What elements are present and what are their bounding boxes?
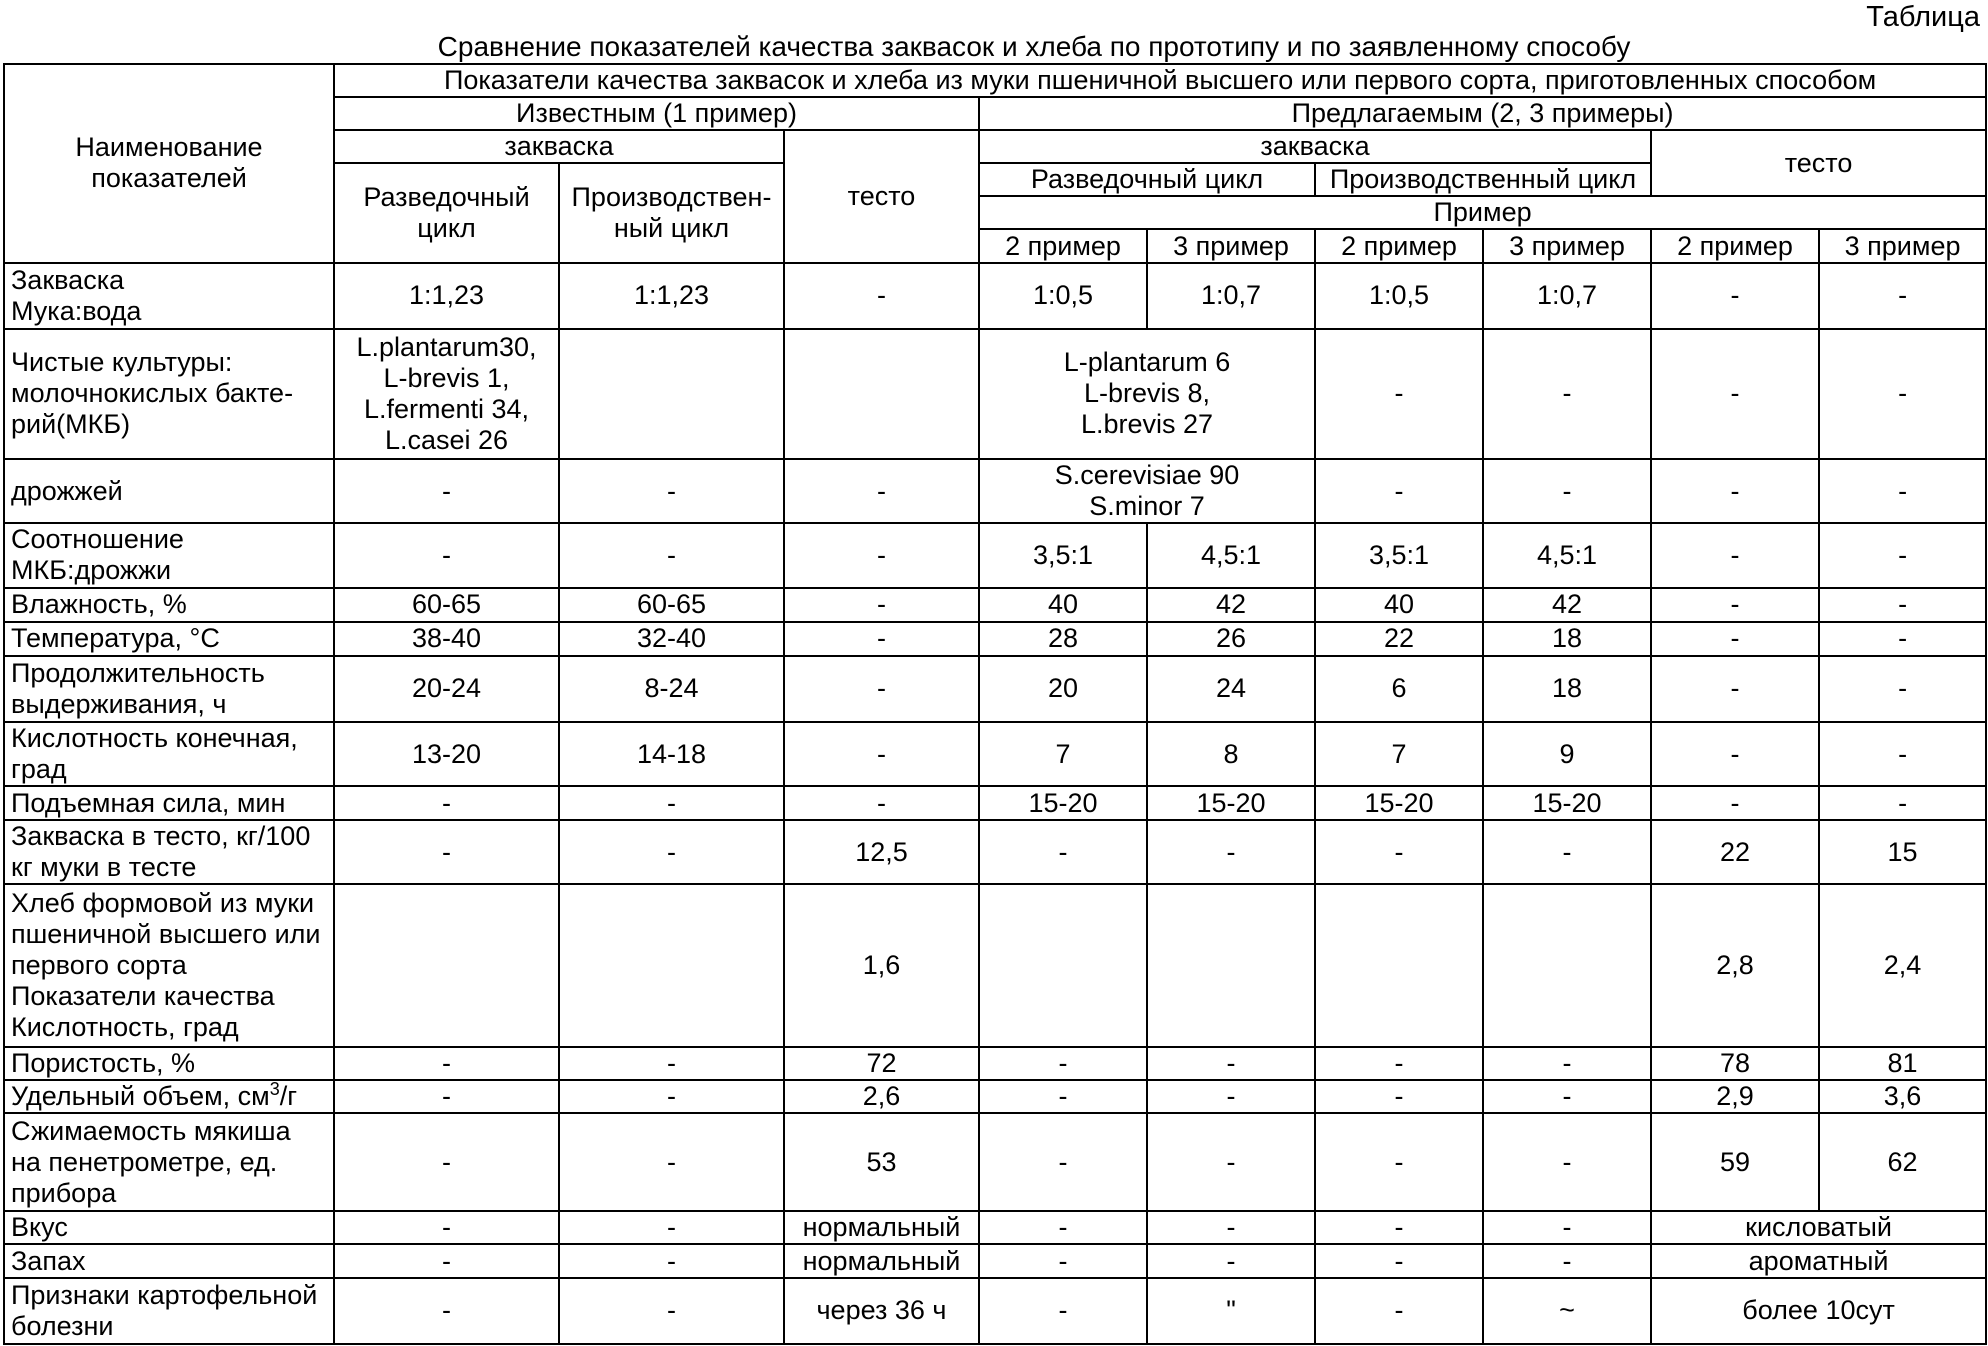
header-example: 2 пример	[1315, 229, 1483, 262]
cell: -	[1483, 1113, 1651, 1211]
cell: -	[334, 459, 559, 523]
row-name: Подъемная сила, мин	[4, 786, 334, 820]
cell: -	[1315, 1244, 1483, 1277]
cell: -	[334, 1080, 559, 1113]
header-proizv-known: Производствен- ный цикл	[559, 163, 784, 262]
row-name: Влажность, %	[4, 588, 334, 622]
cell: 15-20	[1483, 786, 1651, 820]
cell: -	[784, 786, 979, 820]
cell: 1,6	[784, 884, 979, 1047]
cell: -	[784, 722, 979, 786]
table-row	[4, 588, 1986, 622]
cell: 26	[1147, 622, 1315, 656]
row-name: Пористость, %	[4, 1047, 334, 1080]
cell: 81	[1819, 1047, 1986, 1080]
table-row	[4, 459, 1986, 523]
cell: -	[559, 1080, 784, 1113]
cell: -	[1315, 1113, 1483, 1211]
cell: 40	[1315, 588, 1483, 622]
cell: 4,5:1	[1483, 523, 1651, 587]
cell: 8-24	[559, 656, 784, 722]
cell: -	[559, 1113, 784, 1211]
cell: -	[1651, 523, 1819, 587]
cell: -	[559, 459, 784, 523]
cell: нормальный	[784, 1211, 979, 1244]
cell	[334, 884, 559, 1047]
row-name: Продолжительность выдерживания, ч	[4, 656, 334, 722]
header-example: 3 пример	[1147, 229, 1315, 262]
cell: 18	[1483, 656, 1651, 722]
cell: 53	[784, 1113, 979, 1211]
row-name: Соотношение МКБ:дрожжи	[4, 523, 334, 587]
cell: 78	[1651, 1047, 1819, 1080]
cell: -	[1819, 786, 1986, 820]
header-proposed: Предлагаемым (2, 3 примеры)	[979, 97, 1986, 130]
cell: -	[1651, 263, 1819, 329]
cell: 15-20	[1147, 786, 1315, 820]
cell: -	[1147, 1211, 1315, 1244]
cell: -	[334, 1278, 559, 1344]
header-example: 3 пример	[1483, 229, 1651, 262]
cell: -	[1315, 1211, 1483, 1244]
header-razv-known: Разведочный цикл	[334, 163, 559, 262]
cell: 8	[1147, 722, 1315, 786]
cell: -	[334, 786, 559, 820]
cell: -	[334, 820, 559, 884]
cell: S.cerevisiae 90 S.minor 7	[979, 459, 1315, 523]
table-row	[4, 329, 1986, 459]
cell	[559, 884, 784, 1047]
table-row	[4, 1244, 1986, 1277]
cell: 62	[1819, 1113, 1986, 1211]
cell: 38-40	[334, 622, 559, 656]
cell: -	[1147, 1113, 1315, 1211]
cell: -	[559, 786, 784, 820]
cell: -	[979, 1211, 1147, 1244]
cell: -	[1483, 820, 1651, 884]
cell: 60-65	[559, 588, 784, 622]
cell: 40	[979, 588, 1147, 622]
cell: нормальный	[784, 1244, 979, 1277]
cell: -	[979, 1047, 1147, 1080]
cell: через 36 ч	[784, 1278, 979, 1344]
row-name: Закваска Мука:вода	[4, 263, 334, 329]
cell: -	[334, 1047, 559, 1080]
cell: 1:0,7	[1147, 263, 1315, 329]
cell: -	[784, 622, 979, 656]
row-name: дрожжей	[4, 459, 334, 523]
cell: 60-65	[334, 588, 559, 622]
cell: 1:1,23	[559, 263, 784, 329]
cell: -	[334, 1244, 559, 1277]
cell: ароматный	[1651, 1244, 1986, 1277]
cell: 9	[1483, 722, 1651, 786]
header-example: 2 пример	[1651, 229, 1819, 262]
cell: -	[784, 263, 979, 329]
row-name: Чистые культуры: молочнокислых бакте- рий(МКБ)	[4, 329, 334, 459]
cell: 12,5	[784, 820, 979, 884]
table-row	[4, 786, 1986, 820]
cell: 28	[979, 622, 1147, 656]
cell: L-plantarum 6 L-brevis 8, L.brevis 27	[979, 329, 1315, 459]
cell: -	[1819, 656, 1986, 722]
cell: -	[1315, 459, 1483, 523]
header-testo-known: тесто	[784, 130, 979, 262]
cell: -	[1483, 329, 1651, 459]
row-name: Вкус	[4, 1211, 334, 1244]
table-row	[4, 656, 1986, 722]
cell: -	[1315, 329, 1483, 459]
cell: 3,5:1	[1315, 523, 1483, 587]
row-name: Температура, °С	[4, 622, 334, 656]
cell: 20	[979, 656, 1147, 722]
row-name	[4, 1080, 334, 1113]
cell: 59	[1651, 1113, 1819, 1211]
cell: -	[559, 523, 784, 587]
table-row	[4, 1278, 1986, 1344]
cell: 3,5:1	[979, 523, 1147, 587]
table-row	[4, 1047, 1986, 1080]
row-name: Кислотность конечная, град	[4, 722, 334, 786]
cell: 13-20	[334, 722, 559, 786]
cell	[559, 329, 784, 459]
cell: -	[334, 1113, 559, 1211]
cell: -	[559, 1244, 784, 1277]
table-row	[4, 1211, 1986, 1244]
cell: -	[784, 523, 979, 587]
cell: -	[1819, 523, 1986, 587]
table-row	[4, 820, 1986, 884]
cell: 2,6	[784, 1080, 979, 1113]
table-row	[4, 1080, 1986, 1113]
row-name: Признаки картофельной болезни	[4, 1278, 334, 1344]
cell: -	[1651, 329, 1819, 459]
table-title: Сравнение показателей качества заквасок и хлеба по прототипу и по заявленному способу	[437, 31, 1631, 62]
cell: -	[1651, 622, 1819, 656]
cell: -	[1147, 1047, 1315, 1080]
cell: L.plantarum30, L-brevis 1, L.fermenti 34, L.casei 26	[334, 329, 559, 459]
cell: 3,6	[1819, 1080, 1986, 1113]
cell: 20-24	[334, 656, 559, 722]
cell: -	[1819, 722, 1986, 786]
comparison-table	[3, 63, 1987, 1345]
cell: 14-18	[559, 722, 784, 786]
cell: -	[1651, 656, 1819, 722]
cell: -	[1651, 459, 1819, 523]
cell: 6	[1315, 656, 1483, 722]
cell: -	[979, 1080, 1147, 1113]
cell: -	[1651, 786, 1819, 820]
cell: 22	[1315, 622, 1483, 656]
cell: 7	[1315, 722, 1483, 786]
cell: 15-20	[1315, 786, 1483, 820]
cell	[979, 884, 1147, 1047]
cell: -	[1147, 820, 1315, 884]
row-name: Хлеб формовой из муки пшеничной высшего или первого сорта Показатели качества Кислотность, град	[4, 884, 334, 1047]
row-name-unit: /г	[279, 1081, 298, 1112]
header-primer: Пример	[979, 196, 1986, 229]
cell: -	[1819, 622, 1986, 656]
header-testo-proposed: тесто	[1651, 130, 1986, 196]
cell: -	[1483, 459, 1651, 523]
cell: -	[334, 523, 559, 587]
table-row	[4, 884, 1986, 1047]
cell: -	[784, 588, 979, 622]
cell: -	[559, 1211, 784, 1244]
cell: -	[784, 656, 979, 722]
cell	[1315, 884, 1483, 1047]
table-row	[4, 263, 1986, 329]
table-label: Таблица	[1866, 1, 1980, 33]
table-row	[4, 722, 1986, 786]
header-name-col: Наименование показателей	[4, 64, 334, 263]
header-known: Известным (1 пример)	[334, 97, 979, 130]
row-name: Закваска в тесто, кг/100 кг муки в тесте	[4, 820, 334, 884]
row-name-text: Удельный объем, см	[11, 1081, 270, 1112]
cell: 7	[979, 722, 1147, 786]
cell: 1:1,23	[334, 263, 559, 329]
cell: -	[1315, 1278, 1483, 1344]
cell: более 10сут	[1651, 1278, 1986, 1344]
cell: 1:0,5	[1315, 263, 1483, 329]
cell: 24	[1147, 656, 1315, 722]
cell	[784, 329, 979, 459]
cell: -	[559, 820, 784, 884]
cell: -	[334, 1211, 559, 1244]
cell: -	[1819, 329, 1986, 459]
cell: 32-40	[559, 622, 784, 656]
cell: -	[1147, 1080, 1315, 1113]
table-row	[4, 1113, 1986, 1211]
cell: -	[784, 459, 979, 523]
cell: 22	[1651, 820, 1819, 884]
header-span-all: Показатели качества заквасок и хлеба из муки пшеничной высшего или первого сорта, приготовленных способом	[334, 64, 1986, 97]
header-zakvaska-proposed: закваска	[979, 130, 1651, 163]
cell: -	[1819, 263, 1986, 329]
table-row	[4, 622, 1986, 656]
header-example: 2 пример	[979, 229, 1147, 262]
header-zakvaska-known: закваска	[334, 130, 784, 163]
cell: 15-20	[979, 786, 1147, 820]
header-example: 3 пример	[1819, 229, 1986, 262]
cell: "	[1147, 1278, 1315, 1344]
cell: 42	[1147, 588, 1315, 622]
cell: 2,9	[1651, 1080, 1819, 1113]
cell: ~	[1483, 1278, 1651, 1344]
cell: -	[559, 1047, 784, 1080]
cell: 18	[1483, 622, 1651, 656]
cell: -	[1651, 722, 1819, 786]
cell: -	[1147, 1244, 1315, 1277]
cell	[1483, 884, 1651, 1047]
cell: -	[979, 820, 1147, 884]
cell: -	[979, 1278, 1147, 1344]
cell: -	[1819, 459, 1986, 523]
cell: 4,5:1	[1147, 523, 1315, 587]
cell: 42	[1483, 588, 1651, 622]
cell: 15	[1819, 820, 1986, 884]
cell: -	[1315, 820, 1483, 884]
cell: 2,4	[1819, 884, 1986, 1047]
cell: 2,8	[1651, 884, 1819, 1047]
cell: кисловатый	[1651, 1211, 1986, 1244]
header-proizv-proposed: Производственный цикл	[1315, 163, 1651, 196]
cell: -	[559, 1278, 784, 1344]
cell: -	[1483, 1211, 1651, 1244]
cell: -	[1315, 1047, 1483, 1080]
cell: 1:0,7	[1483, 263, 1651, 329]
cell: -	[979, 1113, 1147, 1211]
superscript: 3	[269, 1080, 280, 1100]
table-row	[4, 523, 1986, 587]
header-razv-proposed: Разведочный цикл	[979, 163, 1315, 196]
cell: -	[1651, 588, 1819, 622]
row-name: Запах	[4, 1244, 334, 1277]
cell: -	[1483, 1244, 1651, 1277]
cell: -	[1483, 1080, 1651, 1113]
cell: -	[1819, 588, 1986, 622]
cell: 72	[784, 1047, 979, 1080]
row-name: Сжимаемость мякиша на пенетрометре, ед. прибора	[4, 1113, 334, 1211]
cell: 1:0,5	[979, 263, 1147, 329]
cell: -	[1315, 1080, 1483, 1113]
cell: -	[1483, 1047, 1651, 1080]
cell	[1147, 884, 1315, 1047]
cell: -	[979, 1244, 1147, 1277]
